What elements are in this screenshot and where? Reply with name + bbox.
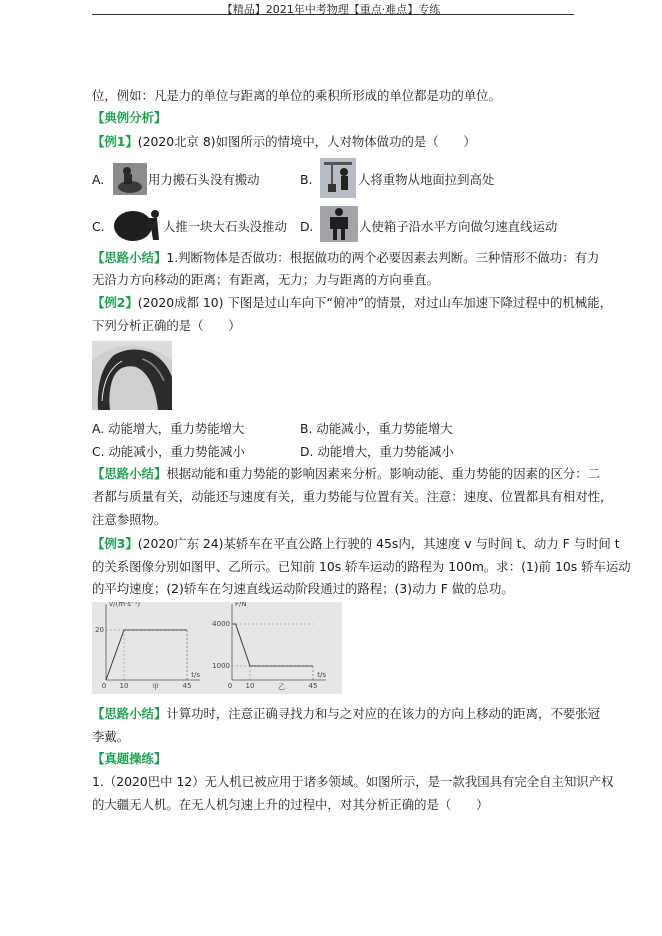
example-1-tag: 【例1】 bbox=[92, 134, 138, 149]
example-2-text-1: (2020成都 10) 下图是过山车向下“俯冲”的情景，对过山车加速下降过程中的机械能， bbox=[137, 295, 612, 310]
ex2-option-b-text: 动能减小，重力势能增大 bbox=[316, 421, 453, 436]
example-3-line-1 bbox=[92, 535, 620, 552]
summary-2-line-1 bbox=[92, 465, 600, 482]
summary-1-line-2: 无沿力方向移动的距离；有距离，无力；力与距离的方向垂直。 bbox=[92, 272, 439, 287]
ex2-option-c bbox=[92, 443, 245, 460]
chart-0-x-label: t/s bbox=[191, 671, 200, 679]
example-3-line-3: 的平均速度；(2)轿车在匀速直线运动阶段通过的路程；(3)动力 F 做的总功。 bbox=[92, 581, 514, 596]
summary-1-text-1: 1.判断物体是否做功：根据做功的两个必要因素去判断。三种情形不做功：有力 bbox=[166, 250, 600, 265]
ex1-option-a-text: 用力搬石头没有搬动 bbox=[148, 172, 260, 187]
chart-0-xtick-2: 45 bbox=[182, 682, 192, 690]
ex2-option-d-text: 动能增大，重力势能减小 bbox=[317, 444, 454, 459]
chart-1-ytick-1: 1000 bbox=[212, 662, 230, 670]
chart-0-y-label: v/(m·s⁻¹) bbox=[109, 602, 141, 608]
person-pushing-boulder-icon bbox=[113, 206, 163, 242]
page-header: 【精品】2021年中考物理【重点·难点】专练 bbox=[221, 3, 441, 16]
example-1-question bbox=[92, 133, 476, 150]
ex2-option-a-text: 动能增大，重力势能增大 bbox=[108, 421, 245, 436]
intro-text: 位，例如：凡是力的单位与距离的单位的乘积所形成的单位都是功的单位。 bbox=[92, 88, 501, 103]
summary-3-tag: 【思路小结】 bbox=[92, 706, 167, 721]
roller-coaster-photo bbox=[92, 341, 172, 410]
ex1-option-c-image bbox=[113, 206, 163, 242]
ex1-option-a-letter: A. bbox=[92, 172, 105, 187]
chart-1-ytick-0: 4000 bbox=[212, 620, 230, 628]
chart-1-xtick-1: 10 bbox=[245, 682, 255, 690]
ex1-option-b-image bbox=[320, 158, 356, 198]
problem-1-line-2: 的大疆无人机。在无人机匀速上升的过程中，对其分析正确的是（ ） bbox=[92, 797, 489, 812]
person-carrying-box-icon bbox=[320, 206, 358, 242]
roller-coaster-image bbox=[92, 341, 172, 410]
summary-1-tag: 【思路小结】 bbox=[92, 250, 167, 265]
chart-1-series-line bbox=[232, 624, 313, 666]
chart-1-xtick-0: 0 bbox=[227, 682, 233, 690]
summary-3-line-2: 李戴。 bbox=[92, 729, 130, 744]
ex2-option-c-letter: C. bbox=[92, 444, 105, 459]
ex2-option-b-letter: B. bbox=[300, 421, 313, 436]
velocity-force-charts bbox=[92, 602, 342, 694]
chart-0-xtick-1: 10 bbox=[119, 682, 129, 690]
example-2-line-1 bbox=[92, 294, 612, 311]
ex2-option-a bbox=[92, 420, 244, 437]
summary-3-line-1 bbox=[92, 705, 600, 722]
ex2-option-b bbox=[300, 420, 453, 437]
summary-2-text-1: 根据动能和重力势能的影响因素来分析。影响动能、重力势能的因素的区分：二 bbox=[166, 466, 601, 481]
section-heading-practice: 【真题操练】 bbox=[92, 751, 167, 766]
chart-0-ytick-0: 20 bbox=[95, 626, 104, 634]
ex2-option-d-letter: D. bbox=[300, 444, 314, 459]
person-lifting-rock-icon bbox=[113, 163, 147, 195]
ex1-option-d-text: 人使箱子沿水平方向做匀速直线运动 bbox=[359, 219, 558, 234]
summary-2-line-3: 注意参照物。 bbox=[92, 512, 167, 527]
ex1-option-d-image bbox=[320, 206, 358, 242]
ex1-option-a-image bbox=[113, 163, 147, 195]
chart-0-series-line bbox=[106, 630, 187, 680]
chart-0-caption: 甲 bbox=[152, 683, 159, 691]
chart-1-caption: 乙 bbox=[278, 683, 285, 691]
header-rule bbox=[92, 14, 574, 15]
summary-2-tag: 【思路小结】 bbox=[92, 466, 167, 481]
chart-1-xtick-2: 45 bbox=[308, 682, 318, 690]
chart-1-y-label: F/N bbox=[235, 602, 247, 608]
chart-0-xtick-0: 0 bbox=[101, 682, 107, 690]
ex1-option-c-text: 人推一块大石头没推动 bbox=[163, 219, 287, 234]
example-2-tag: 【例2】 bbox=[92, 295, 138, 310]
example-1-text: (2020北京 8)如图所示的情境中，人对物体做功的是（ ） bbox=[137, 134, 476, 149]
example-2-line-2: 下列分析正确的是（ ） bbox=[92, 318, 241, 333]
chart-1-x-label: t/s bbox=[317, 671, 326, 679]
summary-3-text-1: 计算功时，注意正确寻找力和与之对应的在该力的方向上移动的距离，不要张冠 bbox=[166, 706, 601, 721]
person-pulling-weight-icon bbox=[320, 158, 356, 198]
ex1-option-c-letter: C. bbox=[92, 219, 105, 234]
summary-1-line-1 bbox=[92, 249, 599, 266]
ex1-option-d-letter: D. bbox=[300, 219, 314, 234]
section-heading-examples: 【典例分析】 bbox=[92, 110, 167, 125]
charts-svg bbox=[92, 602, 342, 694]
summary-2-line-2: 者都与质量有关，动能还与速度有关，重力势能与位置有关。注意：速度、位置都具有相对性， bbox=[92, 489, 613, 504]
ex2-option-d bbox=[300, 443, 454, 460]
example-3-text-1: (2020广东 24)某轿车在平直公路上行驶的 45s内，其速度 v 与时间 t、动力 F 与时间 t bbox=[137, 536, 620, 551]
example-3-line-2: 的关系图像分别如图甲、乙所示。已知前 10s 轿车运动的路程为 100m。求：(1)前 10s 轿车运动 bbox=[92, 559, 631, 574]
example-3-tag: 【例3】 bbox=[92, 536, 138, 551]
ex1-option-b-letter: B. bbox=[300, 172, 313, 187]
problem-1-line-1: 1.（2020巴中 12）无人机已被应用于诸多领域。如图所示，是一款我国具有完全自主知识产权 bbox=[92, 774, 614, 789]
ex2-option-c-text: 动能减小，重力势能减小 bbox=[108, 444, 245, 459]
ex1-option-b-text: 人将重物从地面拉到高处 bbox=[358, 172, 495, 187]
ex2-option-a-letter: A. bbox=[92, 421, 105, 436]
